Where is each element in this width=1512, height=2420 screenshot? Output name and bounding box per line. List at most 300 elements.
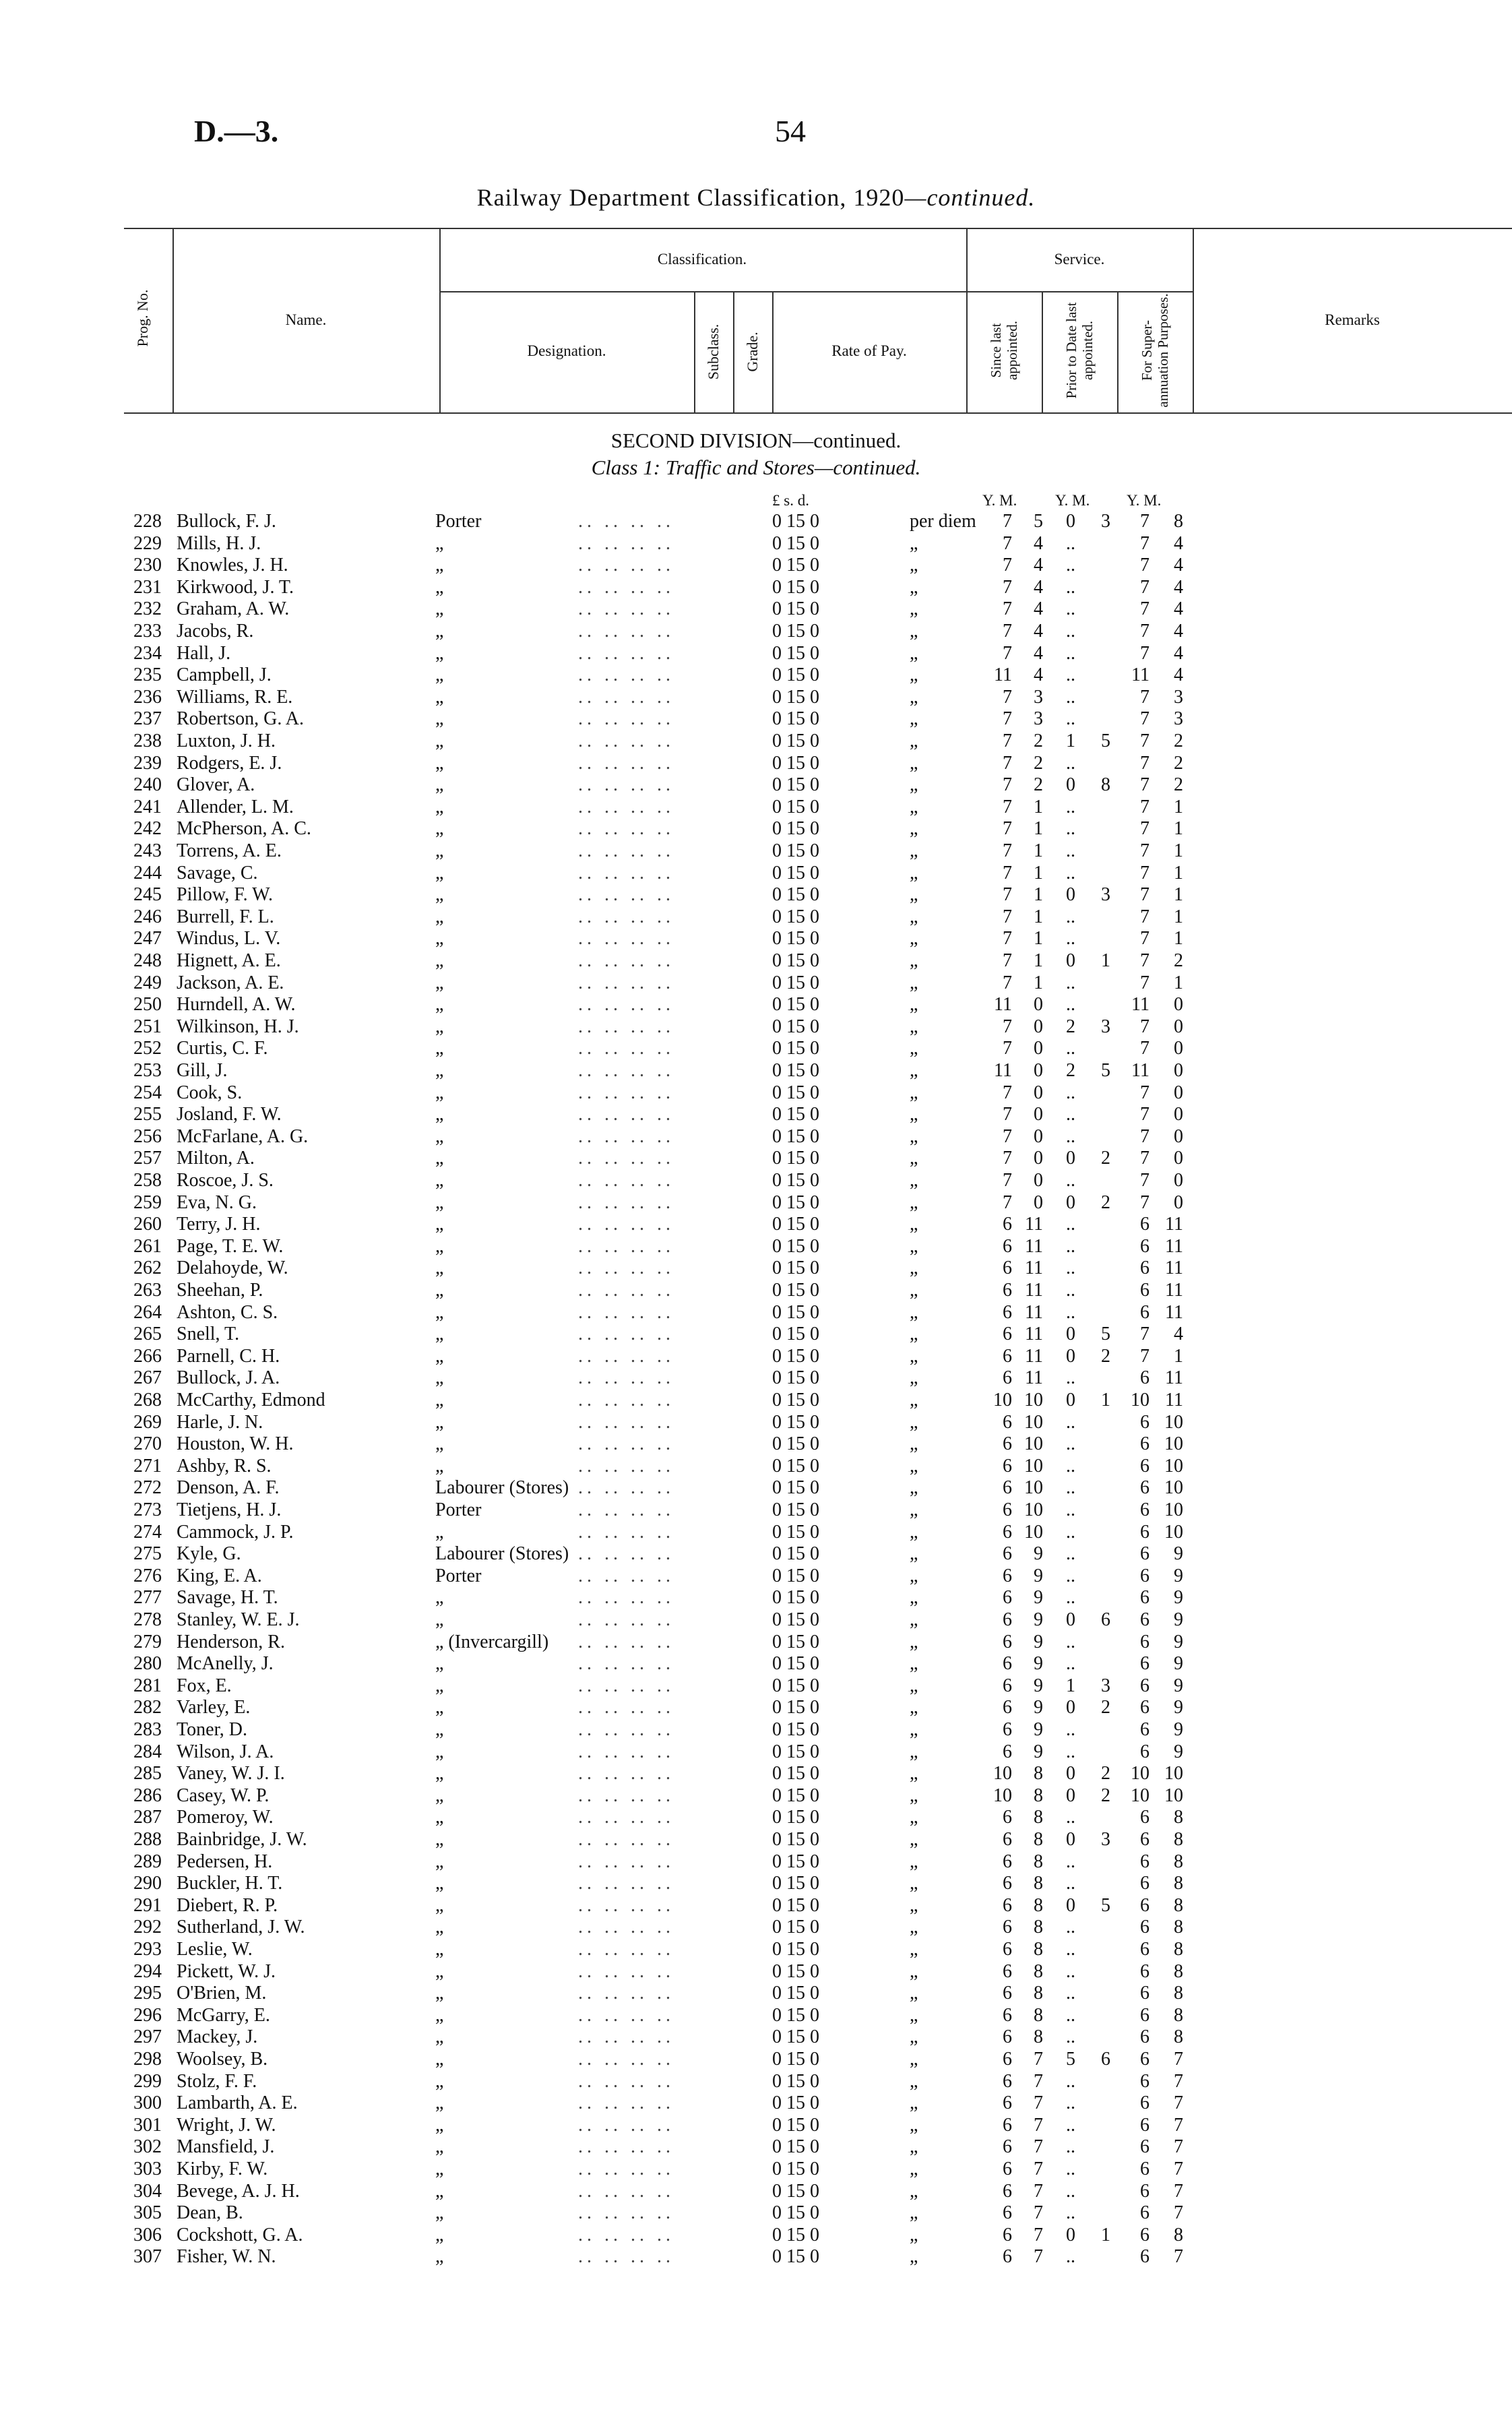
- employee-name: Henderson, R.: [177, 1631, 285, 1652]
- since-months: 10: [1024, 1477, 1043, 1499]
- super-years: 7: [1140, 686, 1149, 708]
- pay-period: „: [910, 2136, 918, 2158]
- employee-name: Mackey, J.: [177, 2026, 258, 2048]
- prog-no: 291: [133, 1894, 162, 1916]
- since-months: 7: [1034, 2049, 1043, 2070]
- leader-dots: .. .. .. ..: [578, 1038, 674, 1059]
- since-years: 6: [1003, 2092, 1012, 2114]
- leader-dots: .. .. .. ..: [578, 686, 674, 708]
- employee-name: Ashton, C. S.: [177, 1301, 278, 1323]
- table-row: [0, 1697, 1512, 1718]
- since-years: 6: [1003, 2224, 1012, 2245]
- table-row: [0, 1983, 1512, 2004]
- prior-months: 5: [1101, 1060, 1110, 1081]
- designation: „: [435, 1894, 444, 1916]
- table-row: [0, 2115, 1512, 2136]
- table-row: [0, 1609, 1512, 1631]
- prior-years: ..: [1066, 555, 1075, 576]
- designation: „: [435, 840, 444, 861]
- super-years: 7: [1140, 796, 1149, 817]
- prior-months: 2: [1101, 1191, 1110, 1213]
- prior-years: ..: [1066, 1125, 1075, 1147]
- since-years: 6: [1003, 1258, 1012, 1279]
- leader-dots: .. .. .. ..: [578, 1917, 674, 1938]
- super-months: 9: [1174, 1719, 1183, 1740]
- leader-dots: .. .. .. ..: [578, 1960, 674, 1982]
- designation: „: [435, 1675, 444, 1696]
- pay-period: „: [910, 2159, 918, 2179]
- designation: „: [435, 1960, 444, 1982]
- leader-dots: .. .. .. ..: [578, 1301, 674, 1323]
- prior-years: ..: [1066, 1587, 1075, 1609]
- designation: „: [435, 950, 444, 971]
- rate-of-pay: 0 15 0: [772, 1301, 819, 1323]
- leader-dots: .. .. .. ..: [578, 1258, 674, 1279]
- leader-dots: .. .. .. ..: [578, 1565, 674, 1586]
- super-months: 7: [1174, 2114, 1183, 2136]
- since-years: 6: [1003, 1807, 1012, 1828]
- prior-years: ..: [1066, 1455, 1075, 1477]
- prior-months: 3: [1101, 1016, 1110, 1037]
- prior-years: ..: [1066, 1477, 1075, 1499]
- prog-no: 297: [133, 2026, 162, 2048]
- employee-name: Campbell, J.: [177, 664, 272, 686]
- designation: „: [435, 1741, 444, 1762]
- super-years: 10: [1131, 1763, 1149, 1785]
- prior-years: 0: [1066, 1763, 1075, 1785]
- super-years: 6: [1140, 1477, 1149, 1499]
- leader-dots: .. .. .. ..: [578, 621, 674, 642]
- since-months: 8: [1034, 1983, 1043, 2004]
- since-years: 6: [1003, 2070, 1012, 2092]
- rate-of-pay: 0 15 0: [772, 1060, 819, 1081]
- pay-period: „: [910, 1082, 918, 1103]
- since-months: 8: [1034, 1851, 1043, 1872]
- super-years: 7: [1140, 1345, 1149, 1367]
- prog-no: 255: [133, 1104, 162, 1125]
- employee-name: Curtis, C. F.: [177, 1038, 268, 1059]
- header-designation: Designation.: [527, 342, 606, 359]
- prog-no: 267: [133, 1367, 162, 1389]
- prog-no: 274: [133, 1521, 162, 1543]
- prog-no: 246: [133, 906, 162, 927]
- rate-of-pay: 0 15 0: [772, 532, 819, 554]
- designation: „: [435, 1983, 444, 2004]
- leader-dots: .. .. .. ..: [578, 1214, 674, 1235]
- employee-name: Hall, J.: [177, 642, 231, 664]
- super-years: 6: [1140, 2136, 1149, 2158]
- employee-name: Pillow, F. W.: [177, 884, 273, 906]
- prior-months: 2: [1101, 1763, 1110, 1785]
- super-months: 2: [1174, 950, 1183, 971]
- header-rate-of-pay: Rate of Pay.: [831, 342, 907, 359]
- prior-years: 0: [1066, 884, 1075, 906]
- header-prog-no: Prog. No.: [134, 289, 151, 347]
- since-months: 8: [1034, 1807, 1043, 1828]
- since-years: 7: [1003, 1016, 1012, 1037]
- leader-dots: .. .. .. ..: [578, 1280, 674, 1301]
- rate-of-pay: 0 15 0: [772, 1697, 819, 1718]
- rate-of-pay: 0 15 0: [772, 906, 819, 927]
- since-years: 10: [993, 1763, 1012, 1785]
- rate-of-pay: 0 15 0: [772, 774, 819, 796]
- rate-of-pay: 0 15 0: [772, 840, 819, 861]
- designation: „: [435, 576, 444, 598]
- leader-dots: .. .. .. ..: [578, 708, 674, 730]
- prog-no: 231: [133, 576, 162, 598]
- leader-dots: .. .. .. ..: [578, 511, 674, 532]
- pay-period: „: [910, 1148, 918, 1169]
- employee-name: Woolsey, B.: [177, 2049, 268, 2070]
- prior-years: ..: [1066, 818, 1075, 840]
- rate-of-pay: 0 15 0: [772, 950, 819, 971]
- designation: „: [435, 1170, 444, 1191]
- pay-period: „: [910, 1939, 918, 1960]
- classification-rule: [439, 291, 1193, 292]
- since-years: 10: [993, 1390, 1012, 1410]
- prior-years: ..: [1066, 1367, 1075, 1389]
- employee-name: Varley, E.: [177, 1697, 251, 1718]
- super-months: 9: [1174, 1609, 1183, 1630]
- leader-dots: .. .. .. ..: [578, 950, 674, 971]
- employee-name: O'Brien, M.: [177, 1983, 267, 2004]
- employee-name: Leslie, W.: [177, 1939, 253, 1960]
- leader-dots: .. .. .. ..: [578, 1082, 674, 1103]
- since-years: 6: [1003, 1543, 1012, 1565]
- since-years: 7: [1003, 752, 1012, 774]
- since-months: 8: [1034, 1939, 1043, 1960]
- employee-name: Wilkinson, H. J.: [177, 1016, 299, 1037]
- designation: „: [435, 2180, 444, 2202]
- pay-period: „: [910, 1960, 918, 1982]
- rate-of-pay: 0 15 0: [772, 1235, 819, 1257]
- super-years: 6: [1140, 1983, 1149, 2004]
- prior-years: ..: [1066, 752, 1075, 774]
- prog-no: 296: [133, 2004, 162, 2026]
- table-row: [0, 1829, 1512, 1851]
- prior-years: 5: [1066, 2049, 1075, 2070]
- since-months: 9: [1034, 1543, 1043, 1565]
- leader-dots: .. .. .. ..: [578, 2026, 674, 2048]
- page-id: D.—3.: [194, 114, 279, 148]
- rate-of-pay: 0 15 0: [772, 1565, 819, 1586]
- prior-years: ..: [1066, 2202, 1075, 2224]
- super-years: 6: [1140, 2159, 1149, 2179]
- employee-name: McFarlane, A. G.: [177, 1125, 309, 1147]
- designation: „: [435, 906, 444, 927]
- prior-years: ..: [1066, 1433, 1075, 1455]
- since-months: 10: [1024, 1390, 1043, 1410]
- prog-no: 240: [133, 774, 162, 796]
- prior-years: ..: [1066, 1411, 1075, 1433]
- super-months: 8: [1174, 1873, 1183, 1894]
- super-years: 6: [1140, 1894, 1149, 1916]
- units-pay: £ s. d.: [772, 492, 809, 509]
- rate-of-pay: 0 15 0: [772, 1741, 819, 1762]
- prior-years: 0: [1066, 1609, 1075, 1630]
- prog-no: 233: [133, 621, 162, 642]
- rate-of-pay: 0 15 0: [772, 1675, 819, 1696]
- designation: „: [435, 1521, 444, 1543]
- table-row: [0, 1126, 1512, 1148]
- designation: „: [435, 1104, 444, 1125]
- super-months: 2: [1174, 752, 1183, 774]
- since-months: 1: [1034, 818, 1043, 840]
- prior-years: ..: [1066, 1082, 1075, 1103]
- employee-name: Glover, A.: [177, 774, 255, 796]
- prog-no: 295: [133, 1983, 162, 2004]
- rate-of-pay: 0 15 0: [772, 1016, 819, 1037]
- prog-no: 281: [133, 1675, 162, 1696]
- table-row: [0, 1543, 1512, 1565]
- table-row: [0, 1016, 1512, 1038]
- table-row: [0, 1653, 1512, 1675]
- prior-years: ..: [1066, 642, 1075, 664]
- super-years: 7: [1140, 906, 1149, 927]
- since-years: 7: [1003, 1125, 1012, 1147]
- prog-no: 304: [133, 2180, 162, 2202]
- rate-of-pay: 0 15 0: [772, 1433, 819, 1455]
- employee-name: Toner, D.: [177, 1719, 247, 1740]
- employee-name: Josland, F. W.: [177, 1104, 282, 1125]
- designation: „: [435, 686, 444, 708]
- prior-years: ..: [1066, 1104, 1075, 1125]
- leader-dots: .. .. .. ..: [578, 1609, 674, 1630]
- prior-years: ..: [1066, 2004, 1075, 2026]
- since-years: 7: [1003, 972, 1012, 993]
- leader-dots: .. .. .. ..: [578, 840, 674, 861]
- header-classification: Classification.: [657, 251, 747, 268]
- employee-name: Savage, C.: [177, 862, 258, 883]
- designation: „: [435, 752, 444, 774]
- rate-of-pay: 0 15 0: [772, 1983, 819, 2004]
- since-months: 10: [1024, 1521, 1043, 1543]
- pay-period: „: [910, 972, 918, 993]
- employee-name: Lambarth, A. E.: [177, 2092, 298, 2114]
- rate-of-pay: 0 15 0: [772, 708, 819, 730]
- table-row: [0, 533, 1512, 555]
- since-months: 11: [1025, 1324, 1043, 1345]
- leader-dots: .. .. .. ..: [578, 2224, 674, 2245]
- super-years: 7: [1140, 818, 1149, 840]
- super-years: 6: [1140, 1675, 1149, 1696]
- employee-name: Cook, S.: [177, 1082, 243, 1103]
- since-months: 1: [1034, 862, 1043, 883]
- leader-dots: .. .. .. ..: [578, 1785, 674, 1806]
- table-row: [0, 2136, 1512, 2158]
- prog-no: 294: [133, 1960, 162, 1982]
- since-months: 1: [1034, 928, 1043, 950]
- since-months: 2: [1034, 752, 1043, 774]
- rate-of-pay: 0 15 0: [772, 1653, 819, 1675]
- since-months: 8: [1034, 1873, 1043, 1894]
- prog-no: 272: [133, 1477, 162, 1499]
- leader-dots: .. .. .. ..: [578, 555, 674, 576]
- employee-name: Gill, J.: [177, 1060, 228, 1081]
- rate-of-pay: 0 15 0: [772, 621, 819, 642]
- table-row: [0, 555, 1512, 576]
- pay-period: „: [910, 1785, 918, 1806]
- page-number: 54: [775, 114, 806, 148]
- prior-years: ..: [1066, 2159, 1075, 2179]
- super-months: 4: [1174, 555, 1183, 576]
- designation: „: [435, 1763, 444, 1785]
- prior-months: 8: [1101, 774, 1110, 796]
- prog-no: 271: [133, 1455, 162, 1477]
- designation: „: [435, 796, 444, 817]
- rate-of-pay: 0 15 0: [772, 1125, 819, 1147]
- super-years: 6: [1140, 1807, 1149, 1828]
- super-months: 8: [1174, 511, 1183, 532]
- since-months: 7: [1034, 2136, 1043, 2158]
- designation: „: [435, 731, 444, 751]
- prog-no: 284: [133, 1741, 162, 1762]
- prog-no: 239: [133, 752, 162, 774]
- super-years: 6: [1140, 2070, 1149, 2092]
- pay-period: „: [910, 818, 918, 840]
- table-row: [0, 1346, 1512, 1367]
- super-months: 9: [1174, 1631, 1183, 1652]
- super-years: 6: [1140, 2049, 1149, 2070]
- prog-no: 264: [133, 1301, 162, 1323]
- super-years: 7: [1140, 1191, 1149, 1213]
- super-months: 7: [1174, 2180, 1183, 2202]
- table-row: [0, 1367, 1512, 1389]
- since-months: 9: [1034, 1653, 1043, 1675]
- prior-years: ..: [1066, 598, 1075, 620]
- prog-no: 251: [133, 1016, 162, 1037]
- designation: „: [435, 1829, 444, 1850]
- pay-period: „: [910, 2092, 918, 2114]
- since-years: 6: [1003, 2114, 1012, 2136]
- since-months: 9: [1034, 1741, 1043, 1762]
- table-row: [0, 1038, 1512, 1059]
- super-years: 7: [1140, 621, 1149, 642]
- rate-of-pay: 0 15 0: [772, 1894, 819, 1916]
- super-months: 0: [1174, 1060, 1183, 1081]
- employee-name: Diebert, R. P.: [177, 1894, 278, 1916]
- employee-name: King, E. A.: [177, 1565, 262, 1586]
- super-years: 6: [1140, 1543, 1149, 1565]
- header-superannuation: For Super-annuation Purposes.: [1139, 293, 1171, 408]
- prior-years: ..: [1066, 1565, 1075, 1586]
- prog-no: 275: [133, 1543, 162, 1565]
- super-years: 6: [1140, 2180, 1149, 2202]
- prior-years: ..: [1066, 796, 1075, 817]
- prior-months: 2: [1101, 1148, 1110, 1169]
- table-row: [0, 598, 1512, 620]
- table-row: [0, 2092, 1512, 2114]
- header-top-rule: [124, 228, 1512, 229]
- since-months: 9: [1034, 1609, 1043, 1630]
- prog-no: 276: [133, 1565, 162, 1586]
- designation: „: [435, 972, 444, 993]
- super-months: 11: [1165, 1390, 1183, 1410]
- prior-years: 0: [1066, 2224, 1075, 2245]
- leader-dots: .. .. .. ..: [578, 818, 674, 840]
- since-years: 7: [1003, 884, 1012, 906]
- leader-dots: .. .. .. ..: [578, 2049, 674, 2070]
- pay-period: „: [910, 1258, 918, 1279]
- since-years: 6: [1003, 1873, 1012, 1894]
- rate-of-pay: 0 15 0: [772, 928, 819, 950]
- pay-period: „: [910, 598, 918, 620]
- leader-dots: .. .. .. ..: [578, 1170, 674, 1191]
- pay-period: „: [910, 1917, 918, 1938]
- pay-period: „: [910, 621, 918, 642]
- prior-years: 2: [1066, 1060, 1075, 1081]
- designation: „: [435, 1411, 444, 1433]
- designation: „ (Invercargill): [435, 1631, 549, 1652]
- super-years: 6: [1140, 2092, 1149, 2114]
- pay-period: „: [910, 532, 918, 554]
- table-row: [0, 2005, 1512, 2026]
- super-years: 11: [1131, 664, 1149, 686]
- pay-period: „: [910, 1894, 918, 1916]
- pay-period: „: [910, 1280, 918, 1301]
- leader-dots: .. .. .. ..: [578, 862, 674, 883]
- employee-name: Luxton, J. H.: [177, 731, 276, 751]
- since-months: 11: [1025, 1345, 1043, 1367]
- designation: „: [435, 1280, 444, 1301]
- employee-name: Snell, T.: [177, 1324, 240, 1345]
- super-years: 7: [1140, 1125, 1149, 1147]
- prog-no: 278: [133, 1609, 162, 1630]
- since-years: 7: [1003, 1170, 1012, 1191]
- pay-period: „: [910, 1741, 918, 1762]
- leader-dots: .. .. .. ..: [578, 1433, 674, 1455]
- super-years: 6: [1140, 1455, 1149, 1477]
- header-bottom-rule: [124, 412, 1512, 414]
- employee-name: Roscoe, J. S.: [177, 1170, 274, 1191]
- table-row: [0, 1587, 1512, 1609]
- designation: „: [435, 1587, 444, 1609]
- prior-years: ..: [1066, 1499, 1075, 1520]
- designation: „: [435, 1258, 444, 1279]
- employee-name: Fox, E.: [177, 1675, 232, 1696]
- since-years: 7: [1003, 840, 1012, 861]
- prior-years: ..: [1066, 1301, 1075, 1323]
- employee-name: Harle, J. N.: [177, 1411, 263, 1433]
- prog-no: 301: [133, 2114, 162, 2136]
- leader-dots: .. .. .. ..: [578, 928, 674, 950]
- super-months: 9: [1174, 1565, 1183, 1586]
- designation: „: [435, 994, 444, 1016]
- super-months: 7: [1174, 2159, 1183, 2179]
- prior-months: 2: [1101, 1785, 1110, 1806]
- since-years: 6: [1003, 1719, 1012, 1740]
- since-years: 6: [1003, 1653, 1012, 1675]
- employee-name: Kirby, F. W.: [177, 2159, 268, 2179]
- since-months: 8: [1034, 1829, 1043, 1850]
- table-row: [0, 906, 1512, 928]
- employee-name: Pedersen, H.: [177, 1851, 273, 1872]
- since-months: 11: [1025, 1235, 1043, 1257]
- since-years: 6: [1003, 1367, 1012, 1389]
- super-years: 6: [1140, 1235, 1149, 1257]
- rate-of-pay: 0 15 0: [772, 1367, 819, 1389]
- super-months: 11: [1165, 1367, 1183, 1389]
- since-months: 0: [1034, 1082, 1043, 1103]
- prog-no: 263: [133, 1280, 162, 1301]
- designation: „: [435, 1191, 444, 1213]
- super-months: 0: [1174, 1170, 1183, 1191]
- since-months: 4: [1034, 621, 1043, 642]
- pay-period: „: [910, 2180, 918, 2202]
- table-row: [0, 1236, 1512, 1258]
- table-row: [0, 1741, 1512, 1763]
- prior-months: 6: [1101, 1609, 1110, 1630]
